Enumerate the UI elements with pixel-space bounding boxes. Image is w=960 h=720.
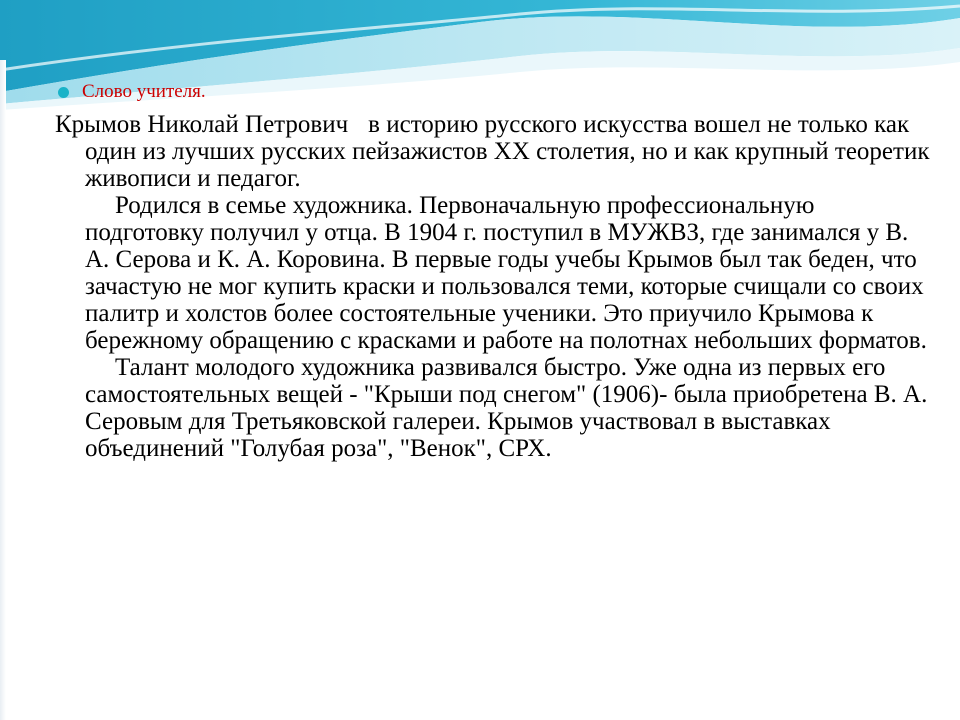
bullet-item (58, 80, 206, 104)
paragraph-3-text: Талант молодого художника развивался быстро. Уже одна из первых его самостоятельных вещей - "Крыши под снегом" (1906)- была приобретена В. А. Серовым для Третьяковской галереи. Крымов участвовал в выставках объединений "Голубая роза", "Венок", СРХ. (85, 354, 928, 462)
paragraph-3 (55, 354, 935, 462)
teacher-word-label: Слово учителя. (82, 81, 206, 102)
left-frame-edge (0, 60, 6, 720)
paragraph-2 (55, 192, 935, 354)
bullet-dot-icon (58, 87, 69, 98)
paragraph-1 (55, 111, 935, 192)
paragraph-1-name: Крымов Николай Петрович (55, 111, 349, 138)
paragraph-1-rest: в историю русского искусства вошел не только как один из лучших русских пейзажистов XX столетия, но и как крупный теоретик живописи и педагог. (85, 111, 930, 192)
body-text (55, 111, 935, 462)
paragraph-2-text: Родился в семье художника. Первоначальную профессиональную подготовку получил у отца. В 1904 г. поступил в МУЖВЗ, где занимался у В. А. Серова и К. А. Коровина. В первые годы учебы Крымов был так беден, что зачастую не мог купить краски и пользовался теми, которые счищали со своих палитр и холстов более состоятельные ученики. Это приучило Крымова к бережному обращению с красками и работе на полотнах небольших форматов. (85, 192, 927, 354)
